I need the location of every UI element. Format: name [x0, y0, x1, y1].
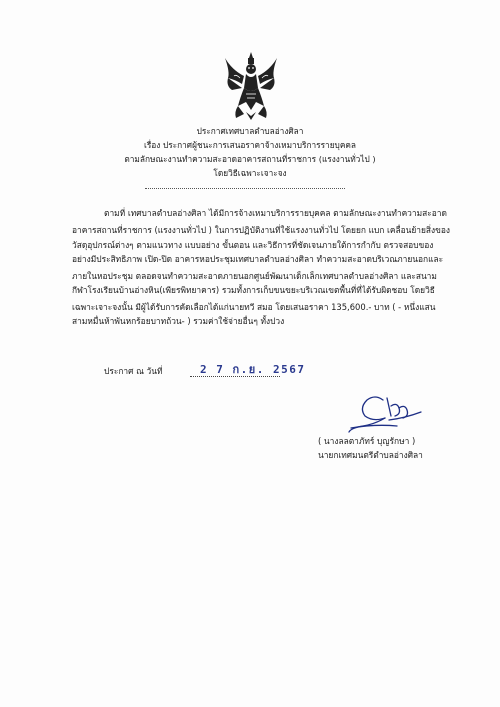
- body-line: ตามที่ เทศบาลตำบลอ่างศิลา ได้มีการจ้างเหมาบริการรายบุคคล ตามลักษณะงานทำความสะอาด: [104, 208, 447, 218]
- body-line: วัสดุอุปกรณ์ต่างๆ ตามแนวทาง แบบอย่าง ขั้นตอน และวิธีการที่ชัดเจนภายใต้การกำกับ ตรวจสอบของ: [72, 240, 434, 250]
- subject-heading: เรื่อง ประกาศผู้ชนะการเสนอราคาจ้างเหมาบริการรายบุคคล: [143, 140, 357, 150]
- date-stamp: 2 7 ก.ย. 2567: [200, 363, 306, 376]
- dotted-divider: [145, 188, 345, 189]
- body-line: อาคารสถานที่ราชการ (แรงงานทั่วไป ) ในการปฏิบัติงานที่ใช้แรงงานทั่วไป โดยยก แบก เคลื่อนย้ายสิ่งของ: [72, 225, 450, 235]
- body-line: ภายในหอประชุม ตลอดจนทำความสะอาดภายนอกศูนย์พัฒนาเด็กเล็กเทศบาลตำบลอ่างศิลา และสนาม: [72, 271, 437, 281]
- signatory-position: นายกเทศมนตรีตำบลอ่างศิลา: [318, 450, 423, 460]
- garuda-emblem-icon: [222, 50, 280, 122]
- method-heading: โดยวิธีเฉพาะเจาะจง: [213, 168, 287, 178]
- work-title-heading: ตามลักษณะงานทำความสะอาดอาคารสถานที่ราชการ (แรงงานทั่วไป ): [124, 154, 376, 164]
- announcement-label: ประกาศ ณ วันที่: [104, 366, 163, 376]
- handwritten-signature: [345, 392, 425, 436]
- signatory-name: ( นางลลตาภัทร์ บุญรักษา ): [318, 436, 416, 446]
- body-line: กีฬาโรงเรียนบ้านอ่างหิน(เพียรพิทยาคาร) รวมทั้งการเก็บขนขยะบริเวณเขตพื้นที่ที่ได้รับผิดชอบ โดยวิธี: [72, 285, 435, 295]
- body-line: อย่างมีประสิทธิภาพ เปิด-ปิด อาคารหอประชุมเทศบาลตำบลอ่างศิลา ทำความสะอาดบริเวณภายนอกและ: [72, 254, 444, 264]
- body-line: เฉพาะเจาะจงนั้น มีผู้ได้รับการคัดเลือกได้แก่นายทวี สมอ โดยเสนอราคา 135,600.- บาท ( - หนึ่งแสน: [72, 302, 436, 312]
- body-line: สามหมื่นห้าพันหกร้อยบาทถ้วน- ) รวมค่าใช้จ่ายอื่นๆ ทั้งปวง: [72, 316, 285, 326]
- issuer-heading: ประกาศเทศบาลตำบลอ่างศิลา: [196, 126, 304, 136]
